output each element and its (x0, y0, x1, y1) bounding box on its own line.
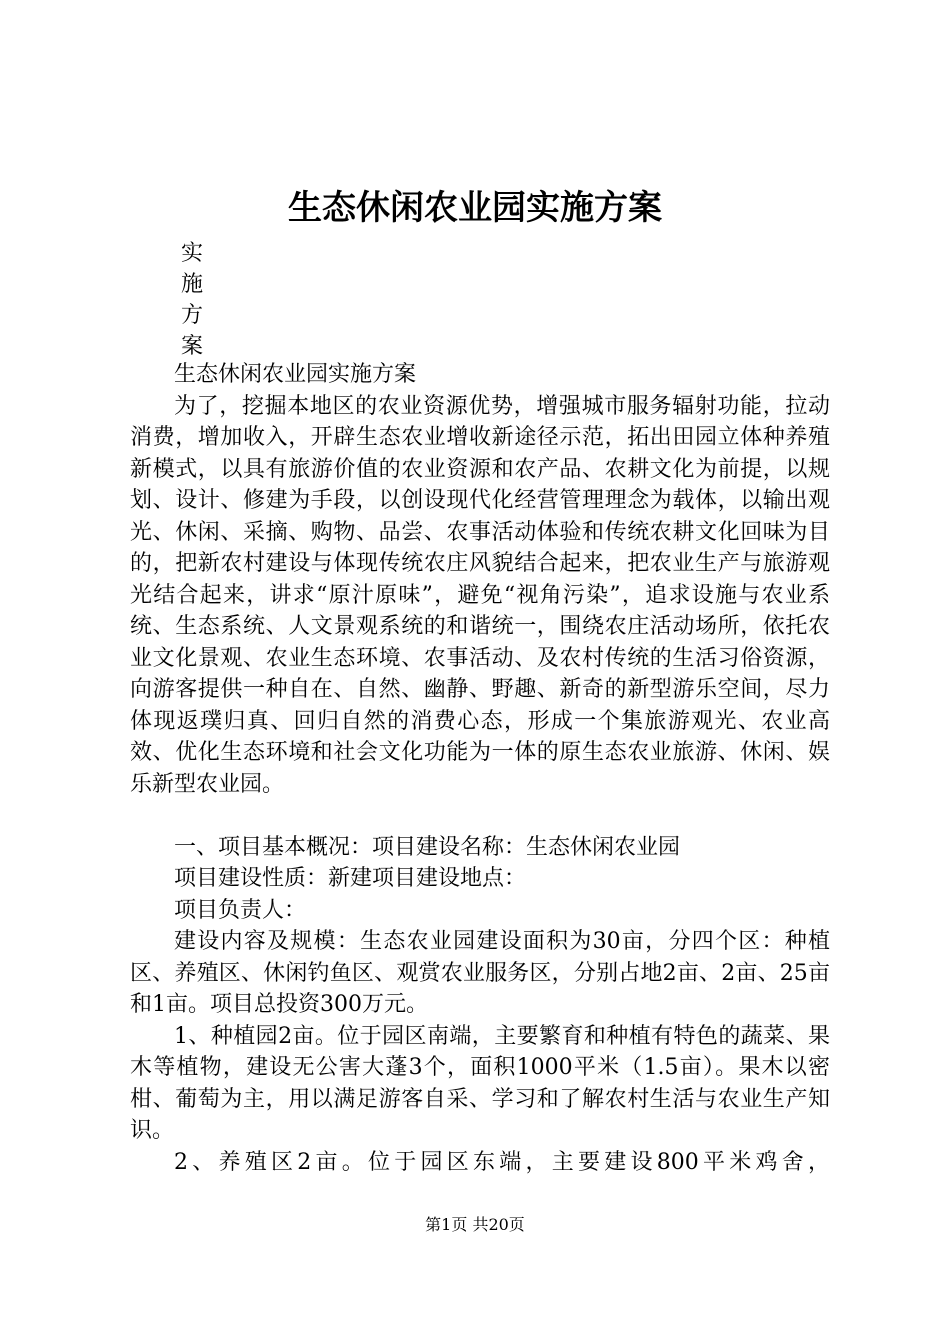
vertical-char: 方 (181, 303, 204, 328)
breeding-paragraph: 2、养殖区2亩。位于园区东端，主要建设800平米鸡舍， (174, 1149, 830, 1175)
scale-paragraph: 建设内容及规模：生态农业园建设面积为30亩，分四个区：种植区、养殖区、休闲钓鱼区、观赏农业服务区，分别占地2亩、2亩、25亩和1亩。项目总投资300万元。 (130, 929, 830, 1017)
planting-paragraph: 1、种植园2亩。位于园区南端，主要繁育和种植有特色的蔬菜、果木等植物，建设无公害大蓬3个，面积1000平米（1.5亩）。果木以密柑、葡萄为主，用以满足游客自采、学习和了解农村生活与农业生产知识。 (130, 1023, 830, 1143)
vertical-char: 施 (181, 272, 204, 297)
project-lead-paragraph: 项目负责人： (174, 897, 307, 923)
document-body (130, 359, 830, 1178)
section-heading-paragraph: 一、项目基本概况：项目建设名称：生态休闲农业园 (174, 834, 681, 860)
document-title: 生态休闲农业园实施方案 (288, 188, 662, 228)
intro-paragraph: 为了，挖掘本地区的农业资源优势，增强城市服务辐射功能，拉动消费，增加收入，开辟生态农业增收新途径示范，拓出田园立体种养殖新模式，以具有旅游价值的农业资源和农产品、农耕文化为前提，以规划、设计、修建为手段，以创设现代化经营管理理念为载体，以输出观光、休闲、采摘、购物、品尝、农事活动体验和传统农耕文化回味为目的，把新农村建设与体现传统农庄风貌结合起来，把农业生产与旅游观光结合起来，讲求“原汁原味”，避免“视角污染”，追求设施与农业系统、生态系统、人文景观系统的和谐统一，围绕农庄活动场所，依托农业文化景观、农业生态环境、农事活动、及农村传统的生活习俗资源，向游客提供一种自在、自然、幽静、野趣、新奇的新型游乐空间，尽力体现返璞归真、回归自然的消费心态，形成一个集旅游观光、农业高效、优化生态环境和社会文化功能为一体的原生态农业旅游、休闲、娱乐新型农业园。 (130, 393, 830, 797)
vertical-char: 实 (181, 241, 204, 266)
page-footer: 第1页 共20页 (425, 1215, 525, 1234)
subtitle-paragraph: 生态休闲农业园实施方案 (174, 362, 417, 387)
vertical-char: 案 (181, 334, 204, 359)
project-nature-paragraph: 项目建设性质：新建项目建设地点： (174, 866, 527, 891)
paragraph-gap (130, 800, 830, 832)
vertical-heading (181, 238, 203, 362)
